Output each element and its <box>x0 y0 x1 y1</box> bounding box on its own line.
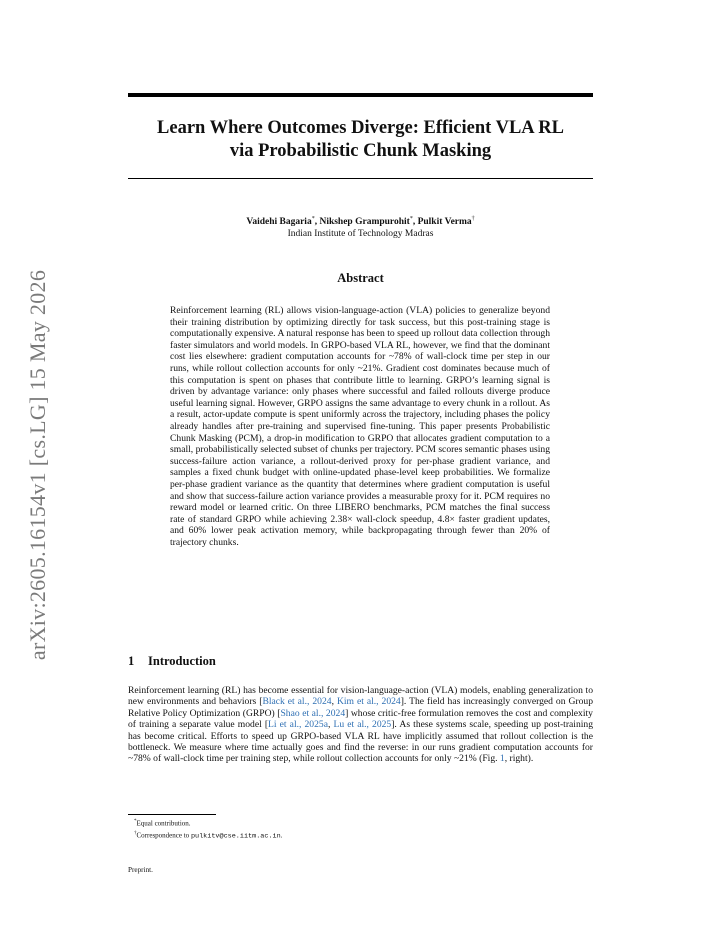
section-heading-introduction <box>128 654 216 669</box>
intro-text: ] whose critic-free formulation removes the cost and complexity of training a separate value model [ <box>128 707 593 731</box>
equal-contribution-mark: * <box>311 216 315 222</box>
affiliation: Indian Institute of Technology Madras <box>287 229 434 240</box>
correspondence-email: pulkitv@cse.iitm.ac.in <box>190 832 281 841</box>
preprint-label: Preprint. <box>128 866 153 874</box>
citation-link[interactable]: Lu et al., 2025 <box>333 719 392 731</box>
figure-reference-link[interactable]: 1 <box>499 753 505 765</box>
citation-link[interactable]: Shao et al., 2024 <box>280 707 346 719</box>
footnote-correspondence <box>134 829 282 842</box>
citation-link[interactable]: Li et al., 2025a <box>268 719 328 731</box>
intro-text: , right). <box>504 753 534 765</box>
footnote-text: . <box>280 831 283 840</box>
title-line-2: via Probabilistic Chunk Masking <box>229 141 492 161</box>
intro-text: , <box>331 696 337 708</box>
title-line-1: Learn Where Outcomes Diverge: Efficient VLA RL <box>157 118 564 138</box>
footnotes <box>134 817 282 842</box>
correspondence-mark: † <box>471 216 475 222</box>
footnote-equal-contribution <box>134 817 282 829</box>
citation-link[interactable]: Black et al., 2024 <box>262 696 332 708</box>
footnote-text: Correspondence to <box>136 831 191 840</box>
paper-title <box>128 117 593 163</box>
author-3: Pulkit Verma <box>417 217 472 228</box>
intro-text: , <box>327 719 334 731</box>
author-block <box>128 213 593 240</box>
footnote-text: Equal contribution. <box>136 819 191 828</box>
footnote-rule <box>128 814 216 815</box>
author-2: Nikshep Grampurohit <box>319 217 410 228</box>
introduction-paragraph <box>128 685 593 765</box>
author-names: Vaidehi Bagaria*, Nikshep Grampurohit*, Pulkit Verma† <box>246 216 475 228</box>
intro-text: Reinforcement learning (RL) has become essential for vision-language-action (VLA) models, enabling generalization to new environments and behaviors [ <box>128 685 593 708</box>
arxiv-identifier-stamp: arXiv:2605.16154v1 [cs.LG] 15 May 2026 <box>25 269 50 661</box>
footnote-mark: * <box>134 819 137 824</box>
section-number: 1 <box>128 654 135 668</box>
intro-text: ]. As these systems scale, speeding up post-training has become critical. Efforts to speed up GRPO-based VLA RL have implicitly assumed that rollout collection is the bottleneck. We measure where time actually goes and find the reverse: in our runs gradient computation accounts for ~78% of wall-clock time per training step, while rollout collection accounts for only ~21% (Fig. <box>128 719 594 765</box>
title-bottom-rule <box>128 178 593 179</box>
author-1: Vaidehi Bagaria <box>246 217 312 228</box>
title-top-rule <box>128 93 593 97</box>
section-title: Introduction <box>148 654 216 668</box>
footnote-mark: † <box>134 830 137 836</box>
citation-link[interactable]: Kim et al., 2024 <box>336 696 401 708</box>
abstract-heading: Abstract <box>337 271 384 285</box>
equal-contribution-mark: * <box>409 216 413 222</box>
abstract-text: Reinforcement learning (RL) allows vision-language-action (VLA) policies to generalize beyond their training distribution by optimizing directly for task success, but this post-training stage is computationally expensive. A natural response has been to speed up rollout data collection through faster simulators and world models. In GRPO-based VLA RL, however, we find that the dominant cost lies elsewhere: gradient computation accounts for ~78% of wall-clock time per step in our runs, while rollout collection accounts for only ~21%. Gradient cost dominates because much of this computation is spent on phases that contribute little to learning. GRPO’s learning signal is driven by advantage variance: only phases where successful and failed rollouts diverge produce useful learning signal. However, GRPO assigns the same advantage to every chunk in a rollout. As a result, actor-update compute is spent uniformly across the trajectory, including phases the policy already handles after pre-training and supervised fine-tuning. This paper presents Probabilistic Chunk Masking (PCM), a drop-in modification to GRPO that allocates gradient computation to a small, probabilistically selected subset of chunks per trajectory. PCM scores semantic phases using success-failure action variance, a rollout-derived proxy for per-phase gradient variance, and samples a fixed chunk budget with online-updated phase-level keep probabilities. We formalize per-phase gradient variance as the quantity that determines where gradient computation is useful and show that success-failure action variance provides a measurable proxy for it. PCM requires no reward model or learned critic. On three LIBERO benchmarks, PCM matches the final success rate of standard GRPO while achieving 2.38× wall-clock speedup, 4.8× faster gradient updates, and 60% lower peak activation memory, while backpropagating through fewer than 20% of trajectory chunks. <box>170 305 550 548</box>
intro-text: ]. The field has increasingly converged on Group Relative Policy Optimization (GRPO) [ <box>128 696 593 719</box>
